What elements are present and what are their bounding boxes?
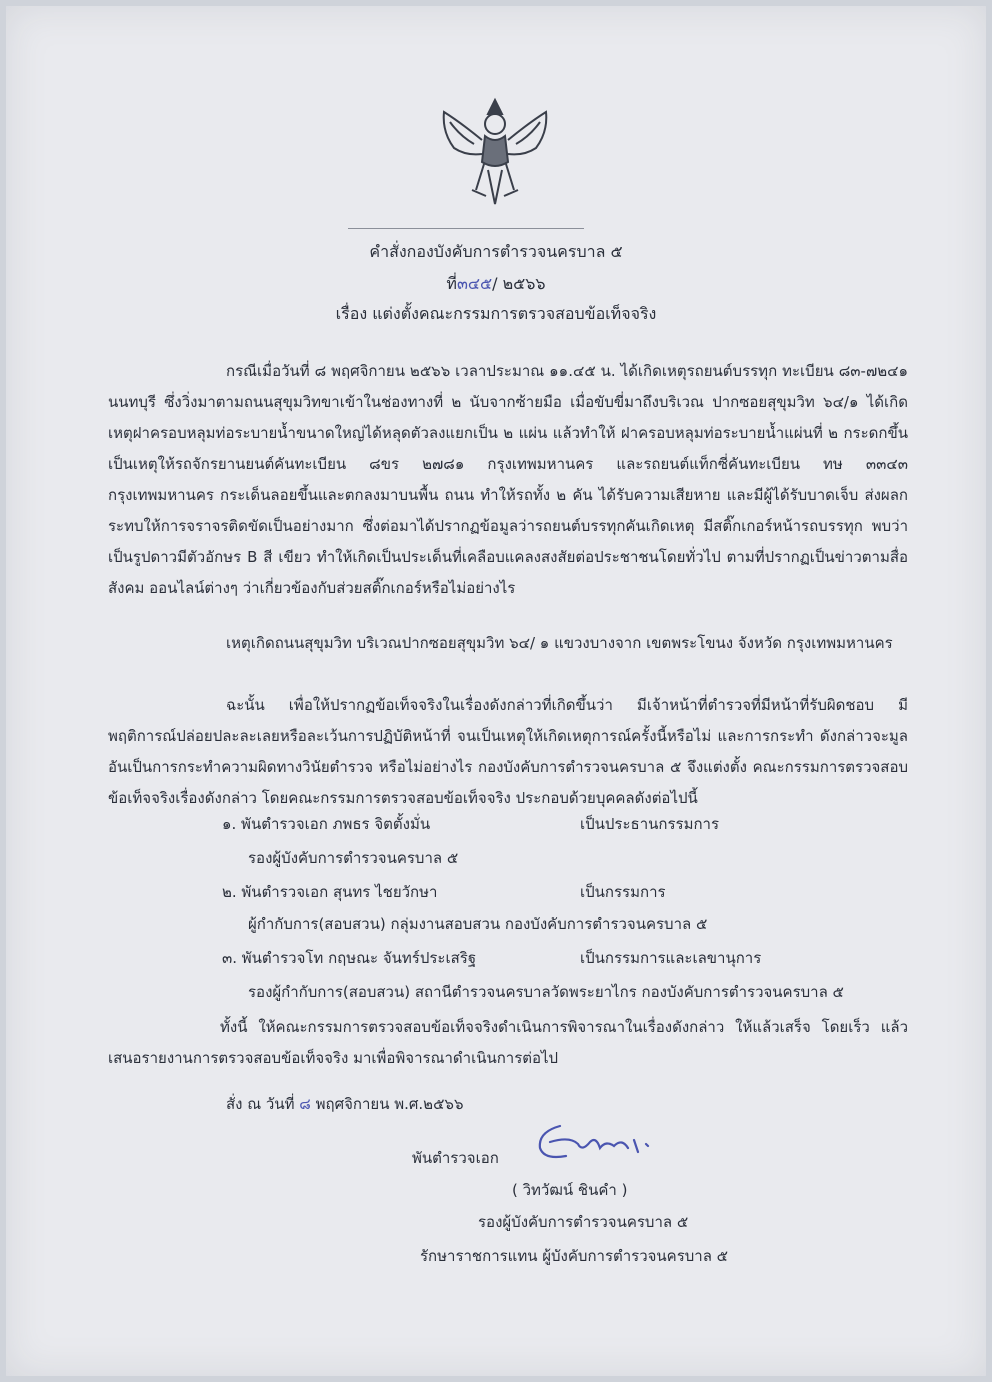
order-date: สั่ง ณ วันที่ ๘ พฤศจิกายน พ.ศ.๒๕๖๖ <box>226 1095 464 1113</box>
order-title: คำสั่งกองบังคับการตำรวจนครบาล ๕ <box>369 242 623 261</box>
paragraph-appointment: ฉะนั้น เพื่อให้ปรากฏข้อเท็จจริงในเรื่องดังกล่าวที่เกิดขึ้นว่า มีเจ้าหน้าที่ตำรวจที่มีหน้าที่รับผิดชอบ มีพฤติการณ์ปล่อยปละละเลยหรือละเว้นการปฏิบัติหน้าที่ จนเป็นเหตุให้เกิดเหตุการณ์ครั้งนี้หรือไม่ และการกระทำ ดังกล่าวจะมูลอันเป็นการกระทำความผิดทางวินัยตำรวจ หรือไม่อย่างไร กองบังคับการตำรวจนครบาล ๕ จึงแต่งตั้ง คณะกรรมการตรวจสอบข้อเท็จจริงเรื่องดังกล่าว โดยคณะกรรมการตรวจสอบข้อเท็จจริง ประกอบด้วยบุคคลดังต่อไปนี้ <box>108 696 908 807</box>
handwritten-signature <box>530 1118 660 1166</box>
member-1-name: ๑. พันตำรวจเอก ภพธร จิตตั้งมั่น <box>222 815 431 833</box>
member-2-position: ผู้กำกับการ(สอบสวน) กลุ่มงานสอบสวน กองบังคับการตำรวจนครบาล ๕ <box>248 915 708 933</box>
paragraph-location: เหตุเกิดถนนสุขุมวิท บริเวณปากซอยสุขุมวิท ๖๔/ ๑ แขวงบางจาก เขตพระโขนง จังหวัด กรุงเทพมหานคร <box>226 634 893 652</box>
signer-acting-position: รักษาราชการแทน ผู้บังคับการตำรวจนครบาล ๕ <box>420 1247 729 1265</box>
paragraph-incident: กรณีเมื่อวันที่ ๘ พฤศจิกายน ๒๕๖๖ เวลาประมาณ ๑๑.๔๕ น. ได้เกิดเหตุรถยนต์บรรทุก ทะเบียน ๘๓-๗๒๔๑ นนทบุรี ซึ่งวิ่งมาตามถนนสุขุมวิทขาเข้าในช่องทางที่ ๒ นับจากซ้ายมือ เมื่อขับขี่มาถึงบริเวณ ปากซอยสุขุมวิท ๖๔/๑ ได้เกิดเหตุฝาครอบหลุมท่อระบายน้ำขนาดใหญ่ได้หลุดตัวลงแยกเป็น ๒ แผ่น แล้วทำให้ ฝาครอบหลุมท่อระบายน้ำแผ่นที่ ๒ กระดกขึ้น เป็นเหตุให้รถจักรยานยนต์คันทะเบียน ๘ขร ๒๗๘๑ กรุงเทพมหานคร และรถยนต์แท็กซี่คันทะเบียน ทษ ๓๓๔๓ กรุงเทพมหานคร กระเด็นลอยขึ้นและตกลงมาบนพื้น ถนน ทำให้รถทั้ง ๒ คัน ได้รับความเสียหาย และมีผู้ได้รับบาดเจ็บ ส่งผลกระทบให้การจราจรติดขัดเป็นอย่างมาก ซึ่งต่อมาได้ปรากฏข้อมูลว่ารถยนต์บรรทุกคันเกิดเหตุ มีสติ๊กเกอร์หน้ารถบรรทุก พบว่าเป็นรูปดาวมีตัวอักษร B สี เขียว ทำให้เกิดเป็นประเด็นที่เคลือบแคลงสงสัยต่อประชาชนโดยทั่วไป ตามที่ปรากฏเป็นข่าวตามสื่อสังคม ออนไลน์ต่างๆ ว่าเกี่ยวข้องกับส่วยสติ๊กเกอร์หรือไม่อย่างไร <box>108 362 908 597</box>
signer-position: รองผู้บังคับการตำรวจนครบาล ๕ <box>478 1213 689 1231</box>
member-1-position: รองผู้บังคับการตำรวจนครบาล ๕ <box>248 849 459 867</box>
member-3-name: ๓. พันตำรวจโท กฤษณะ จันทร์ประเสริฐ <box>222 949 477 967</box>
member-1-role: เป็นประธานกรรมการ <box>580 815 720 833</box>
garuda-emblem-icon <box>430 92 560 210</box>
signer-name: ( วิทวัฒน์ ชินคำ ) <box>512 1181 628 1199</box>
order-day-handwritten: ๘ <box>299 1095 311 1113</box>
member-3-position: รองผู้กำกับการ(สอบสวน) สถานีตำรวจนครบาลวัดพระยาไกร กองบังคับการตำรวจนครบาล ๕ <box>248 983 844 1001</box>
order-number-handwritten: ๓๔๕ <box>456 274 493 293</box>
order-subject: เรื่อง แต่งตั้งคณะกรรมการตรวจสอบข้อเท็จจริง <box>335 304 657 323</box>
order-number: ที่๓๔๕/ ๒๕๖๖ <box>446 274 546 293</box>
paragraph-instruction: ทั้งนี้ ให้คณะกรรมการตรวจสอบข้อเท็จจริงดำเนินการพิจารณาในเรื่องดังกล่าว ให้แล้วเสร็จ โดยเร็ว แล้วเสนอรายงานการตรวจสอบข้อเท็จจริง มาเพื่อพิจารณาดำเนินการต่อไป <box>108 1018 908 1067</box>
signer-rank: พันตำรวจเอก <box>412 1149 499 1167</box>
header-divider <box>348 228 584 229</box>
member-3-role: เป็นกรรมการและเลขานุการ <box>580 949 762 967</box>
member-2-role: เป็นกรรมการ <box>580 883 666 901</box>
member-2-name: ๒. พันตำรวจเอก สุนทร ไชยวักษา <box>222 883 438 901</box>
